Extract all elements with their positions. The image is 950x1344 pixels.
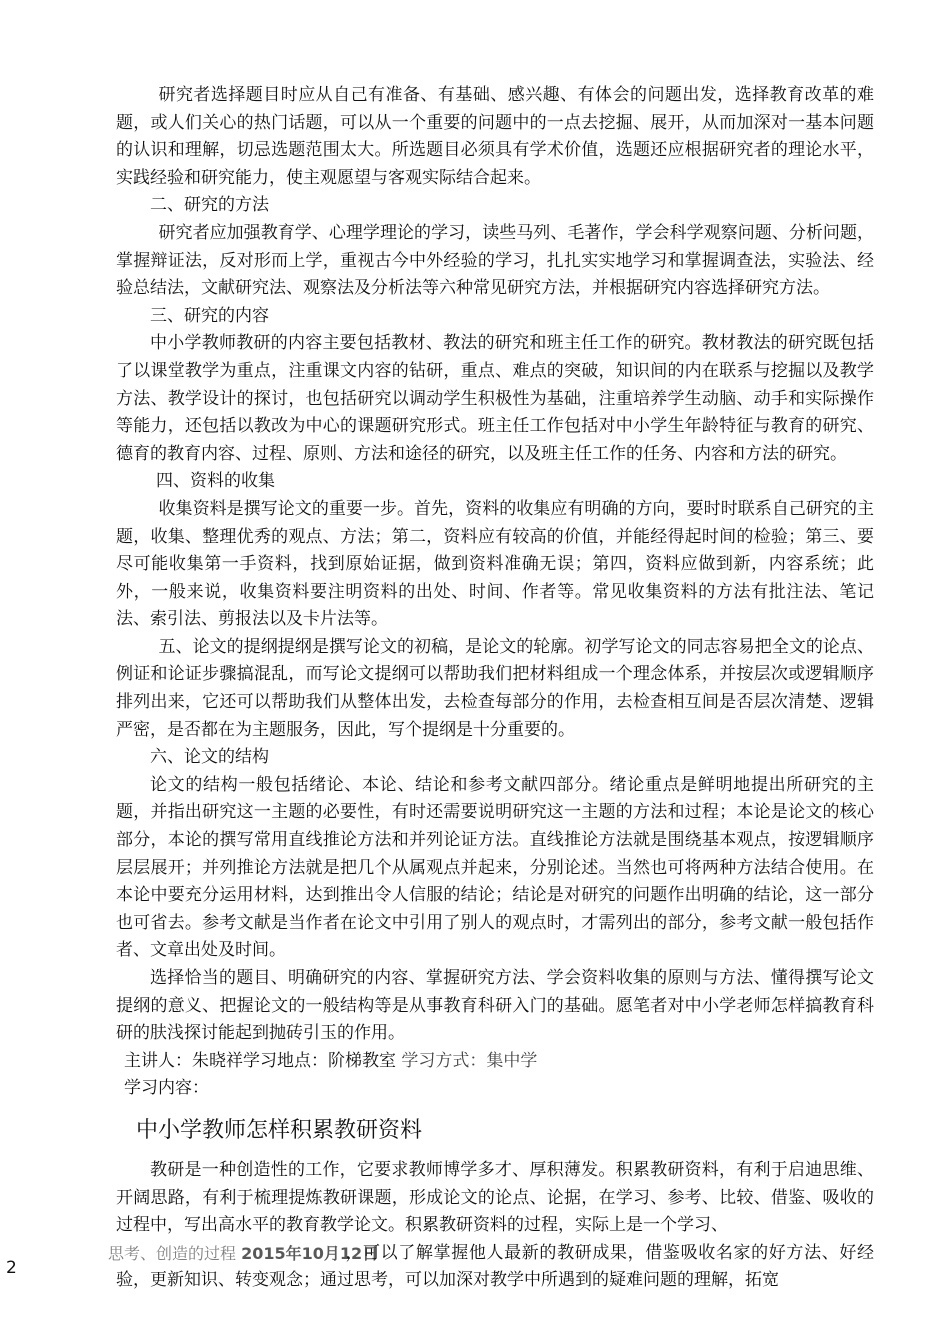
document-page xyxy=(108,82,875,1295)
heading-research-content: 三、研究的内容 xyxy=(150,305,269,326)
paragraph-research-content: 中小学教师教研的内容主要包括教材、教法的研究和班主任工作的研究。教材教法的研究既包括了以课堂教学为重点，注重课文内容的钻研，重点、难点的突破，知识间的内在联系与挖掘以及教学方法、教学设计的探讨，也包括研究以调动学生积极性为基础，注重培养学生动脑、动手和实际操作等能力，还包括以教改为中心的课题研究形式。班主任工作包括对中小学生年龄特征与教育的研究、德育的教育内容、过程、原则、方法和途径的研究，以及班主任工作的任务、内容和方法的研究。 xyxy=(116,333,874,464)
article-title: 中小学教师怎样积累教研资料 xyxy=(136,1117,423,1143)
date-stamp xyxy=(108,1241,378,1264)
study-mode: 学习方式：集中学 xyxy=(401,1050,538,1071)
heading-paper-structure: 六、论文的结构 xyxy=(150,747,269,768)
heading-research-method: 二、研究的方法 xyxy=(150,195,269,216)
article-paragraph-2-text: ，可以了解掌握他人最新的教研成果，借鉴吸收名家的好方法、好经验，更新知识、转变观念；通过思考，可以加深对教学中所遇到的疑难问题的理解，拓宽 xyxy=(116,1242,875,1291)
paragraph-paper-structure: 论文的结构一般包括绪论、本论、结论和参考文献四部分。绪论重点是鲜明地提出所研究的主题，并指出研究这一主题的必要性，有时还需要说明研究这一主题的方法和过程；本论是论文的核心部分，本论的撰写常用直线推论方法和并列论证方法。直线推论方法就是围绕基本观点，按逻辑顺序层层展开；并列推论方法就是把几个从属观点并起来，分别论述。当然也可将两种方法结合使用。在本论中要充分运用材料，达到推出令人信服的结论；结论是对研究的问题作出明确的结论，这一部分也可省去。参考文献是当作者在论文中引用了别人的观点时，才需列出的部分，参考文献一般包括作者、文章出处及时间。 xyxy=(116,774,874,961)
page-number: 2 xyxy=(6,1258,17,1278)
paragraph-conclusion: 选择恰当的题目、明确研究的内容、掌握研究方法、学会资料收集的原则与方法、懂得撰写论文提纲的意义、把握论文的一般结构等是从事教育科研入门的基础。愿笔者对中小学老师怎样搞教育科研的肤浅探讨能起到抛砖引玉的作用。 xyxy=(116,968,874,1044)
stamp-date: 2015年10月12日 xyxy=(241,1243,379,1263)
speaker-info: 主讲人：朱晓祥学习地点：阶梯教室 xyxy=(124,1050,396,1071)
speaker-line xyxy=(116,1048,874,1076)
paragraph-topic-selection: 研究者选择题目时应从自己有准备、有基础、感兴趣、有体会的问题出发，选择教育改革的难题，或人们关心的热门话题，可以从一个重要的问题中的一点去挖掘、展开，从而加深对一基本问题的认识和理解，切忌选题范围太大。所选题目必须具有学术价值，选题还应根据研究者的理论水平，实践经验和研究能力，使主观愿望与客观实际结合起来。 xyxy=(116,85,874,188)
heading-data-collection: 四、资料的收集 xyxy=(156,471,275,492)
paragraph-research-method: 研究者应加强教育学、心理学理论的学习，读些马列、毛著作，学会科学观察问题、分析问题，掌握辩证法，反对形而上学，重视古今中外经验的学习，扎扎实实地学习和掌握调查法，实验法、经验总结法，文献研究法、观察法及分析法等六种常见研究方法，并根据研究内容选择研究方法。 xyxy=(116,222,874,299)
paragraph-data-collection: 收集资料是撰写论文的重要一步。首先，资料的收集应有明确的方向，要时时联系自己研究的主题，收集、整理优秀的观点、方法；第二，资料应有较高的价值，并能经得起时间的检验；第三、要尽可能收集第一手资料，找到原始证据，做到资料准确无误；第四，资料应做到新，内容系统；此外，一般来说，收集资料要注明资料的出处、时间、作者等。常见收集资料的方法有批注法、笔记法、索引法、剪报法以及卡片法等。 xyxy=(116,498,874,630)
article-paragraph-1: 教研是一种创造性的工作，它要求教师博学多才、厚积薄发。积累教研资料，有利于启迪思维、开阔思路，有利于梳理提炼教研课题，形成论文的论点、论据，在学习、参考、比较、借鉴、吸收的过程中，写出高水平的教育教学论文。积累教研资料的过程，实际上是一个学习、 xyxy=(116,1159,874,1236)
stamp-text: 思考、创造的过程 xyxy=(108,1243,237,1263)
content-label: 学习内容： xyxy=(124,1078,209,1099)
paragraph-outline: 五、论文的提纲提纲是撰写论文的初稿，是论文的轮廓。初学写论文的同志容易把全文的论点、例证和论证步骤搞混乱，而写论文提纲可以帮助我们把材料组成一个理念体系，并按层次或逻辑顺序排列出来，它还可以帮助我们从整体出发，去检查每部分的作用，去检查相互间是否层次清楚、逻辑严密，是否都在为主题服务，因此，写个提纲是十分重要的。 xyxy=(116,636,874,740)
overlapping-line xyxy=(108,1240,875,1295)
